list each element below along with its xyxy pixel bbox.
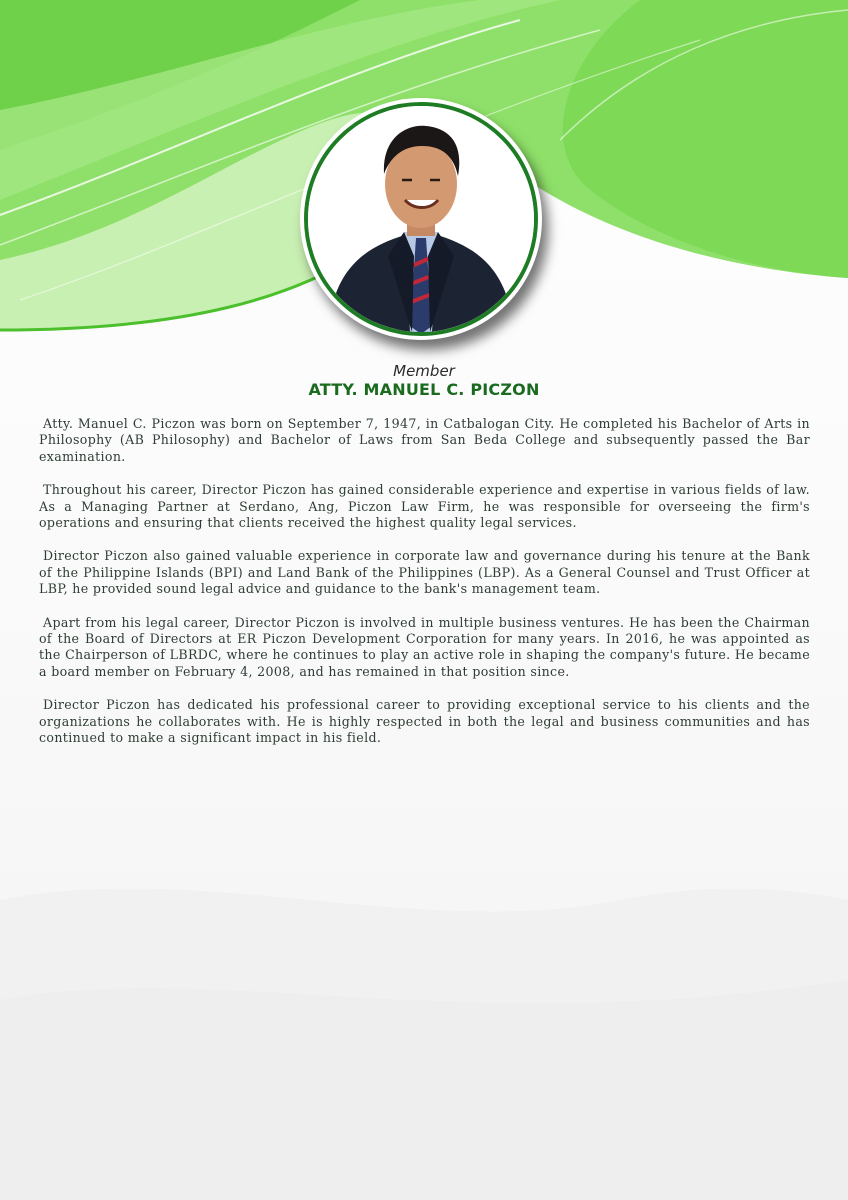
bio-paragraph: Director Piczon also gained valuable experience in corporate law and governance during his tenure at the Bank of the Philippine Islands (BPI) and Land Bank of the Philippines (LBP). As a General Counsel and Trust Officer at LBP, he provided sound legal advice and guidance to the bank's management team. (39, 548, 810, 597)
bio-paragraph: Director Piczon has dedicated his professional career to providing exceptional service to his clients and the organizations he collaborates with. He is highly respected in both the legal and business communities and has continued to make a significant impact in his field. (39, 697, 810, 746)
bio-paragraph: Apart from his legal career, Director Piczon is involved in multiple business ventures. He has been the Chairman of the Board of Directors at ER Piczon Development Corporation for many years. In 2016, he was appointed as the Chairperson of LBRDC, where he continues to play an active role in shaping the company's future. He became a board member on February 4, 2008, and has remained in that position since. (39, 614, 810, 679)
portrait-frame (300, 98, 542, 340)
biography (39, 416, 810, 764)
bio-paragraph: Throughout his career, Director Piczon has gained considerable experience and expertise in various fields of law. As a Managing Partner at Serdano, Ang, Piczon Law Firm, he was responsible for overseeing the firm's operations and ensuring that clients received the highest quality legal services. (39, 482, 810, 531)
member-role: Member (393, 362, 455, 380)
portrait-illustration (308, 106, 534, 332)
portrait-photo (304, 102, 538, 336)
bio-paragraph: Atty. Manuel C. Piczon was born on September 7, 1947, in Catbalogan City. He completed his Bachelor of Arts in Philosophy (AB Philosophy) and Bachelor of Laws from San Beda College and subsequently passed the Bar examination. (39, 416, 810, 464)
member-name: ATTY. MANUEL C. PICZON (308, 380, 540, 399)
background-wave (0, 760, 848, 1200)
